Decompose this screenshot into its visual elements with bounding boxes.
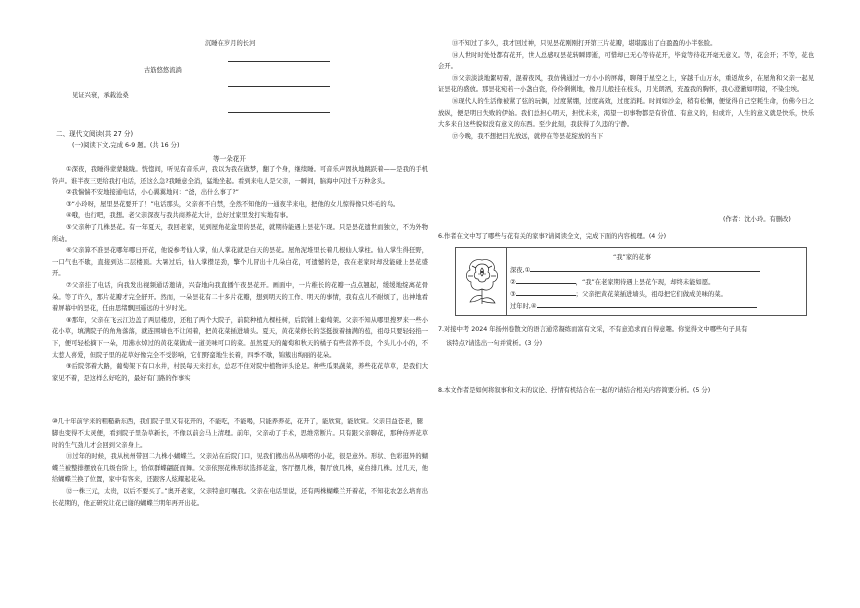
paragraph: ⑰今晚，我不想把目光放远，就停在等昙花绽放的当下 bbox=[452, 132, 604, 140]
paragraph: 脚也变得不太灵便，看到院子里杂草新长，不像以前会马上清理。前年，父亲动了手术，思维常断片。只有跟父亲聊花，那种侍弄花草时的生气劲儿才会回到父亲身上。 bbox=[52, 430, 428, 449]
paragraph: ⑯现代人的生活像被紧了弦的玩偶，过度紧绷，过度高效，过度消耗。时间如沙金，稍有松懈，便觉得自己空耗生命，仿佛今日之放纵，便是明日失败的伊始。我们总担心明天，担忧未来，渴望一切事物都是有价值、有意义的，但或许，人生的意义就是快乐，快乐大多来自这些貌似没有意义的东西。至少此刻，我获得了久违的宁静。 bbox=[438, 97, 814, 129]
box-heading: “我”家的花事 bbox=[613, 254, 652, 261]
paragraph: ⑪过年的时候，我从杭州带回二九株小蝴蝶兰。父亲站在后院门口，见我们搬出丛丛嘀嗒的小花，很是意外。形状、色彩逛异的蝴蝶兰被整排摆放在几级台阶上，恰似群蝶翩跹而舞。父亲依照花株形状选择花盆，客厅摆几株，餐厅放几株，桌台排几株。过几天，他给蝴蝶兰换了位置，家中有客来，还跟客人炫耀起花朵。 bbox=[52, 453, 428, 484]
section-heading: 二、现代文阅读(共 27 分) bbox=[56, 130, 134, 138]
answer-blank-2[interactable] bbox=[516, 277, 576, 284]
question-7: 7.对接中考 2024 年扬州卷散文的语言通常凝练而富有文采，不有意追求而自得意趣。你觉得文中哪些句子具有 bbox=[438, 326, 748, 333]
byline: (作者：沈小玲。有删改) bbox=[723, 216, 791, 223]
overlap-line: ⑩几十年前学来的粗糙新东西，我们院子里又有花开的，不能吃，不能喝，只能养养花，花开了，能欣赏，能欣赏。父亲目益苍老，腿 bbox=[52, 418, 423, 425]
section-subheading: (一)阅读下文,完成 6-9 题。(共 16 分) bbox=[72, 142, 180, 149]
paragraph: ④哦，也行吧，我想。老父亲深夜与我共商养花大计，总好过家里发打实地有事。 bbox=[66, 212, 293, 220]
answer-box bbox=[455, 247, 807, 316]
answer-blank-1[interactable] bbox=[530, 265, 760, 272]
left-column-text bbox=[52, 164, 428, 420]
box-row-2-prefix: ② bbox=[510, 279, 516, 286]
paragraph: ②我惴惴不安地接通电话，小心翼翼地问：“爸，出什么事了?” bbox=[66, 189, 239, 197]
box-row-2 bbox=[510, 277, 714, 286]
box-row-4 bbox=[510, 301, 757, 310]
paragraph: ①深夜，我睡得蒙蒙眬眬。恍惚间，听见有音乐声，我以为我在做梦，翻了个身，继续睡。可音乐声固执地跳跃着——是我的手机铃声。谁半夜三更给我打电话，还这么急?我睡意全消，猛地坐起。看到来电人是父亲，一瞬间，脑海中闪过千万种念头。 bbox=[52, 166, 428, 185]
answer-blank-4[interactable] bbox=[537, 301, 757, 308]
right-column-text bbox=[438, 38, 814, 234]
poem-blank-2 bbox=[228, 86, 330, 87]
box-row-3-suffix: ；父亲把黄花菜插进墙头，祖母把它们做成美味的菜。 bbox=[575, 291, 727, 298]
question-8: 8.本文作者是如何将叙事和文末的议论、抒情有机结合在一起的?请结合相关内容简要分析。(5 分) bbox=[438, 387, 711, 394]
box-row-3-prefix: ③ bbox=[510, 291, 516, 298]
peony-illustration-icon bbox=[462, 254, 502, 308]
paragraph: ⑧那年，父亲在飞云江边盖了两层楼房，还租了两个大院子，前院种植九棵桂树，后院铺上葡萄架。父亲不知从哪里搜罗来一些小花小草，填满院子的角角落落，就连围墙也不让闲着，把黄花菜插进墙头。夏天，黄花菜修长的茎挺拔着抽满的苞，祖母只要轻轻掐一下，便可轻松摘下一朵，用沸水焯过的黄花菜做成一道美味可口的菜。虽然夏天的葡萄和秋天的橘子有些营养不良，个头儿小小的，不太惹人喜爱，但院子里的花草好像完全不受影响，它们野蛮地生长着，四季不歇，锦簇出绚丽的花朵。 bbox=[52, 316, 428, 359]
box-row-3 bbox=[510, 289, 727, 298]
poem-blank-3 bbox=[228, 112, 330, 113]
poem-line-1: 沉睡在岁月的长河 bbox=[205, 40, 256, 47]
paragraph: ⑨后院邻着大路，葡萄架下有口水井，村民每天来打水，总忍不住对院中植物评头论足。种些瓜果蔬菜，养些花花草草，是我们大家见不着，是这样么好吃的，最好有门路的作事实 bbox=[52, 363, 428, 382]
poem-line-2: 古筋悠悠流淌 bbox=[144, 67, 182, 74]
question-7-cont: 该特点?请选出一句并赏析。(3 分) bbox=[446, 340, 543, 347]
poem-line-3: 见证兴衰，承载沧桑 bbox=[72, 92, 129, 99]
paragraph: ⑤父亲种了几株昙花。有一年夏天，我回老家，见到屋角花盆里的昙花，就期待能遇上昙花乍现。只是昙花遗世而独立，不为外物所动。 bbox=[52, 223, 428, 243]
box-row-1 bbox=[510, 265, 760, 274]
box-row-4-prefix: 过年时,④ bbox=[510, 303, 537, 310]
article-title: 等一朵花开 bbox=[213, 155, 246, 163]
paragraph: ⑫一株三元，太贵，以后不要买了。”奥开老家，父亲特意叮嘱我。父亲在电话里说，还有两株蝴蝶兰开着花，不知花农怎么培育出长花期的，他正研究让花已谢的蝴蝶兰明年再开出花。 bbox=[52, 487, 428, 507]
paragraph: ⑬不知过了多久，我才回过神，只见昙花刚刚打开第三片花瓣，堪堪露出了白盈盈的小半张脸。 bbox=[452, 40, 717, 47]
paragraph: ⑭人世时时处处都有花开，世人总感叹昙花转瞬即逝，可惜却已无心等待花开，毕竟等待花开毫无意义。等，花会开；不等，花也会开。 bbox=[438, 51, 814, 71]
paragraph: ⑦父亲挂了电话，向我发出视频通话邀请，兴奋地向我直播午夜昙花开。画面中，一片稚长的花瓣一点点翘起，缓缓地绽离花骨朵。等了许久，那片花瓣才完全舒开。然而，一朵昙花有二十多片花瓣，想到明天的工作、明天的事情，我有点儿不耐烦了，出神地看着屏幕中的昙花，任由思绪飘回遥远的十岁时光。 bbox=[52, 281, 428, 313]
box-divider bbox=[506, 248, 507, 315]
poem-blank-1 bbox=[228, 61, 330, 62]
box-row-1-prefix: 深夜,① bbox=[510, 267, 531, 274]
paragraph: ⑮父亲淡淡地絮叨着，混着夜风，我仿佛通过一方小小的屏幕，聊翔于星空之上，穿越千山万水，重返故乡，在屋角和父亲一起见证昙花的盛放。那昙花宛若一小盏白瓷，伶伶俐俐地，像月儿般挂在枝头，月光朗洒，充盈我的胸怀，我心澄澈如明镜，不染尘埃。 bbox=[438, 74, 814, 94]
question-6: 6.作者在文中写了哪些与花有关的家事?请阅读全文，完成下面的内容梳理。(4 分) bbox=[438, 233, 667, 240]
box-row-2-suffix: ，“我”在老家期待遇上昙花乍现，却终未能如愿。 bbox=[575, 279, 715, 286]
paragraph: ⑥父亲算不准昙花哪年哪日开花，他说参考仙人掌，仙人掌花就是白天的昙花。屋角泥堆里长着几根仙人掌柱。仙人掌生得狂野，一口气也不歇，直接到达二层楼顶。大暑过后，仙人掌攒足劲，擎个儿冒出十几朵白花，可遗憾的是，我在老家时却没能碰上昙花盛开。 bbox=[52, 247, 428, 278]
answer-blank-3[interactable] bbox=[516, 289, 576, 296]
left-column-text-lower bbox=[52, 428, 428, 588]
paragraph: ③“小玲呀，屋里昙花要开了！”电话那头，父亲喜不自禁，全然不知他的一通夜半来电，把他的女儿惊得像只炸毛的鸟。 bbox=[66, 200, 400, 208]
